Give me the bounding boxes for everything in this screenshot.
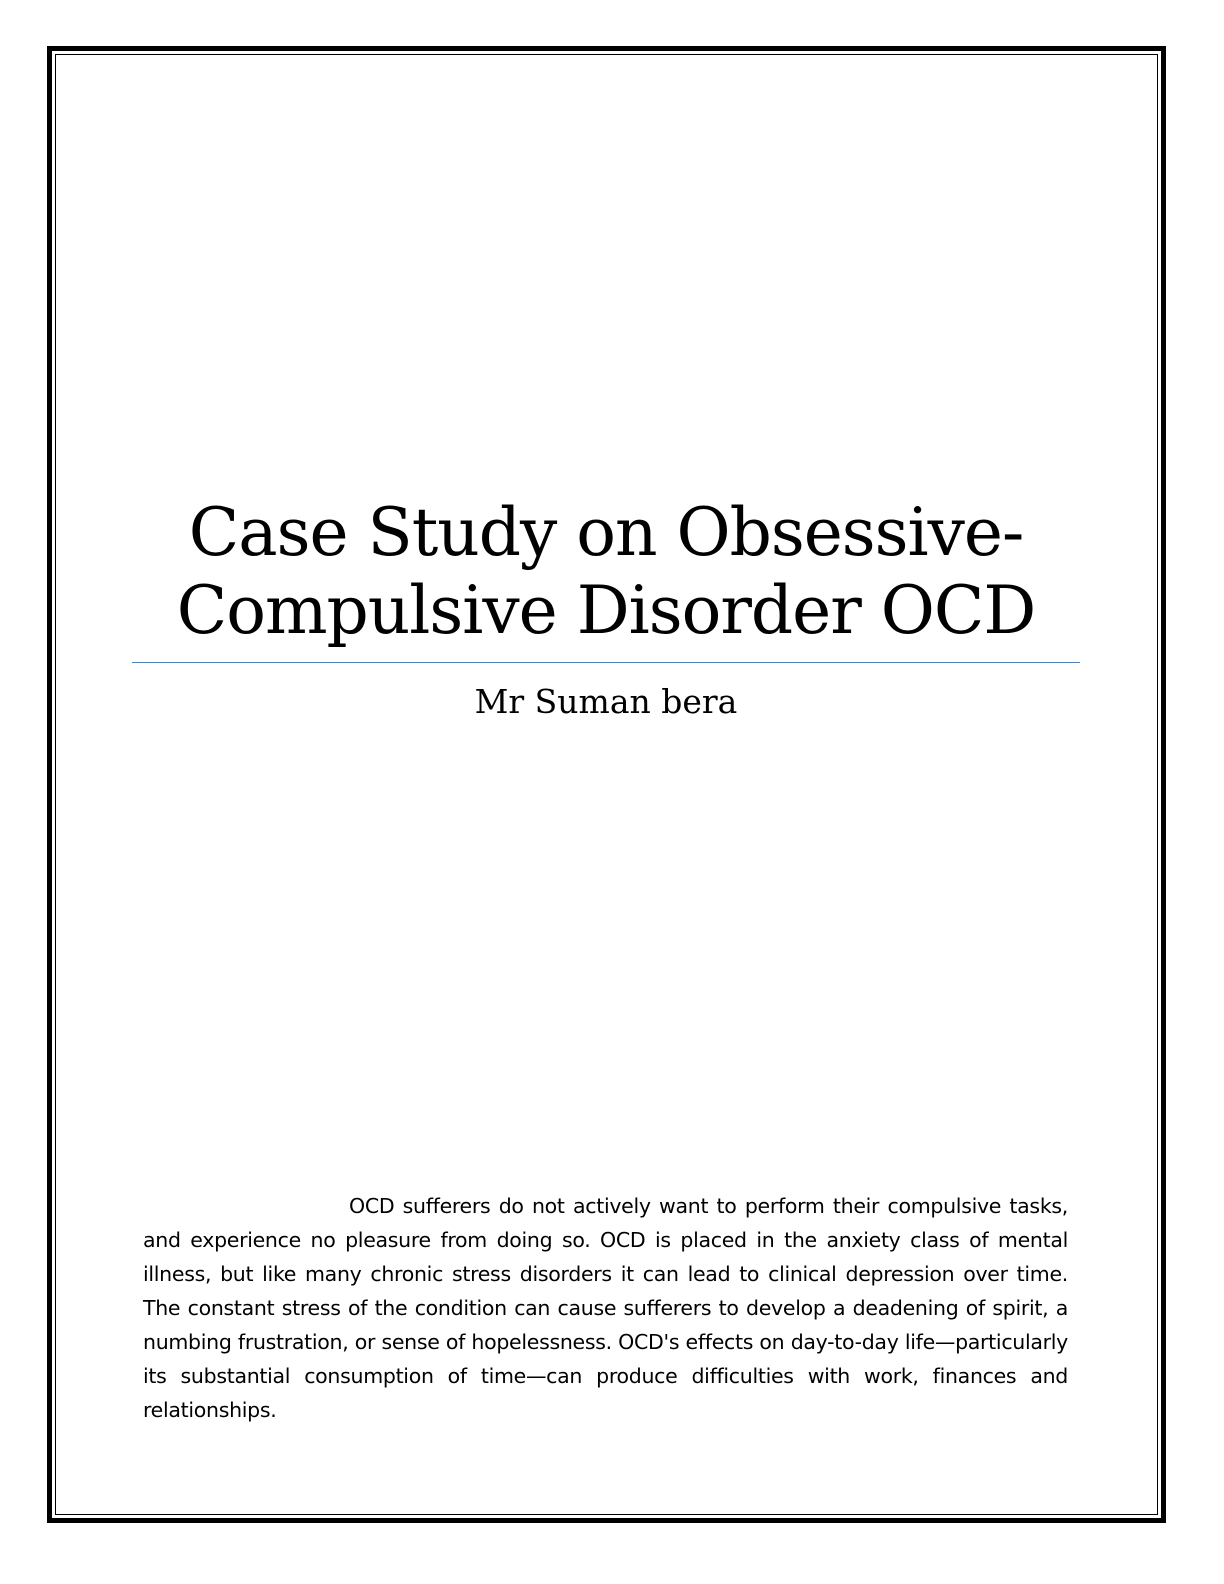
document-title — [132, 494, 1080, 650]
abstract-paragraph: OCD sufferers do not actively want to perform their compulsive tasks, and experience no pleasure from doing so. OCD is placed in the anxiety class of mental illness, but like many chronic stress disorders it can lead to clinical depression over time. The constant stress of the condition can cause sufferers to develop a deadening of spirit, a numbing frustration, or sense of hopelessness. OCD's effects on day-to-day life—particularly its substantial consumption of time—can produce difficulties with work, finances and relationships. — [143, 1194, 1068, 1422]
title-line-2: Compulsive Disorder OCD — [176, 572, 1036, 649]
author-name: Mr Suman bera — [474, 682, 738, 721]
title-line-1: Case Study on Obsessive- — [188, 494, 1024, 571]
title-underline-rule — [132, 662, 1080, 663]
